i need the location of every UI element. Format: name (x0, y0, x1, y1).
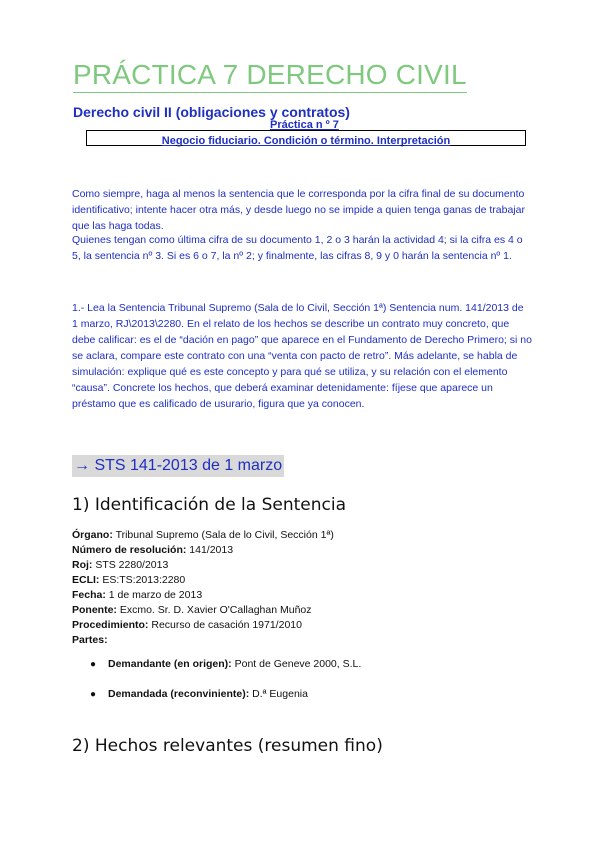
party-value: Pont de Geneve 2000, S.L. (231, 658, 362, 670)
practica-number: Práctica n º 7 (270, 119, 339, 131)
sentence-details (72, 528, 542, 648)
activity-1-paragraph: 1.- Lea la Sentencia Tribunal Supremo (Sala de lo Civil, Sección 1ª) Sentencia num. 141/2013 de 1 marzo, RJ\2013\2280. En el relato de los hechos se describe un contrato muy concreto, que debe calificar: es el de “dación en pago” que aparece en el Fundamento de Derecho Primero; si no se aclara, compare este contrato con una “venta con pacto de retro”. Más adelante, se habla de simulación: explique qué es este concepto y para qué se utiliza, y su relación con el elemento “causa”. Concrete los hechos, que deberá examinar detenidamente: fíjese que aparece un préstamo que es calificado de usurario, figura que ya conocen. (72, 302, 532, 410)
section-hechos-heading: 2) Hechos relevantes (resumen fino) (72, 736, 383, 756)
detail-label: Número de resolución: (72, 544, 187, 556)
party-demandada (90, 687, 540, 702)
detail-label: ECLI: (72, 574, 100, 586)
detail-label: Procedimiento: (72, 619, 149, 631)
page-title: PRÁCTICA 7 DERECHO CIVIL (73, 58, 467, 93)
party-label: Demandada (reconviniente): (108, 688, 250, 700)
detail-value: Excmo. Sr. D. Xavier O'Callaghan Muñoz (116, 604, 312, 616)
detail-value: 1 de marzo de 2013 (105, 589, 203, 601)
detail-procedimiento (72, 618, 542, 633)
party-label: Demandante (en origen): (108, 658, 232, 670)
instructions-paragraph-2: Quienes tengan como última cifra de su documento 1, 2 o 3 harán la actividad 4; si la cifra es 4 o 5, la sentencia nº 3. Si es 6 o 7, la nº 2; y finalmente, las cifras 8, 9 y 0 harán la sentencia nº 1. (72, 234, 523, 262)
detail-label: Fecha: (72, 589, 106, 601)
bullet-icon: ● (90, 659, 97, 670)
detail-fecha (72, 588, 542, 603)
detail-numero-resolucion (72, 543, 542, 558)
detail-roj (72, 558, 542, 573)
detail-value: ES:TS:2013:2280 (99, 574, 186, 586)
detail-partes (72, 633, 542, 648)
party-demandante (90, 657, 540, 672)
topic-box (86, 130, 526, 146)
detail-label: Partes: (72, 634, 108, 646)
instructions-paragraph-1: Como siempre, haga al menos la sentencia que le corresponda por la cifra final de su documento identificativo; intente hacer otra más, y desde luego no se impide a quien tenga ganas de trabajar que las haga todas. (72, 188, 525, 232)
course-title: Derecho civil II (obligaciones y contratos) (73, 104, 350, 120)
list-item (90, 657, 540, 672)
bullet-icon: ● (90, 689, 97, 700)
detail-label: Ponente: (72, 604, 117, 616)
party-value: D.ª Eugenia (249, 688, 308, 700)
detail-ponente (72, 603, 542, 618)
detail-value: Recurso de casación 1971/2010 (148, 619, 302, 631)
list-item (90, 687, 540, 702)
detail-label: Roj: (72, 559, 93, 571)
detail-value: 141/2013 (186, 544, 234, 556)
detail-label: Órgano: (72, 529, 113, 541)
section-identificacion-heading: 1) Identificación de la Sentencia (72, 495, 347, 515)
topic-title: Negocio fiduciario. Condición o término. Interpretación (161, 135, 451, 147)
sts-link[interactable]: → STS 141-2013 de 1 marzo (72, 455, 284, 477)
detail-organo (72, 528, 542, 543)
detail-value: Tribunal Supremo (Sala de lo Civil, Sección 1ª) (112, 529, 334, 541)
detail-ecli (72, 573, 542, 588)
detail-value: STS 2280/2013 (92, 559, 169, 571)
